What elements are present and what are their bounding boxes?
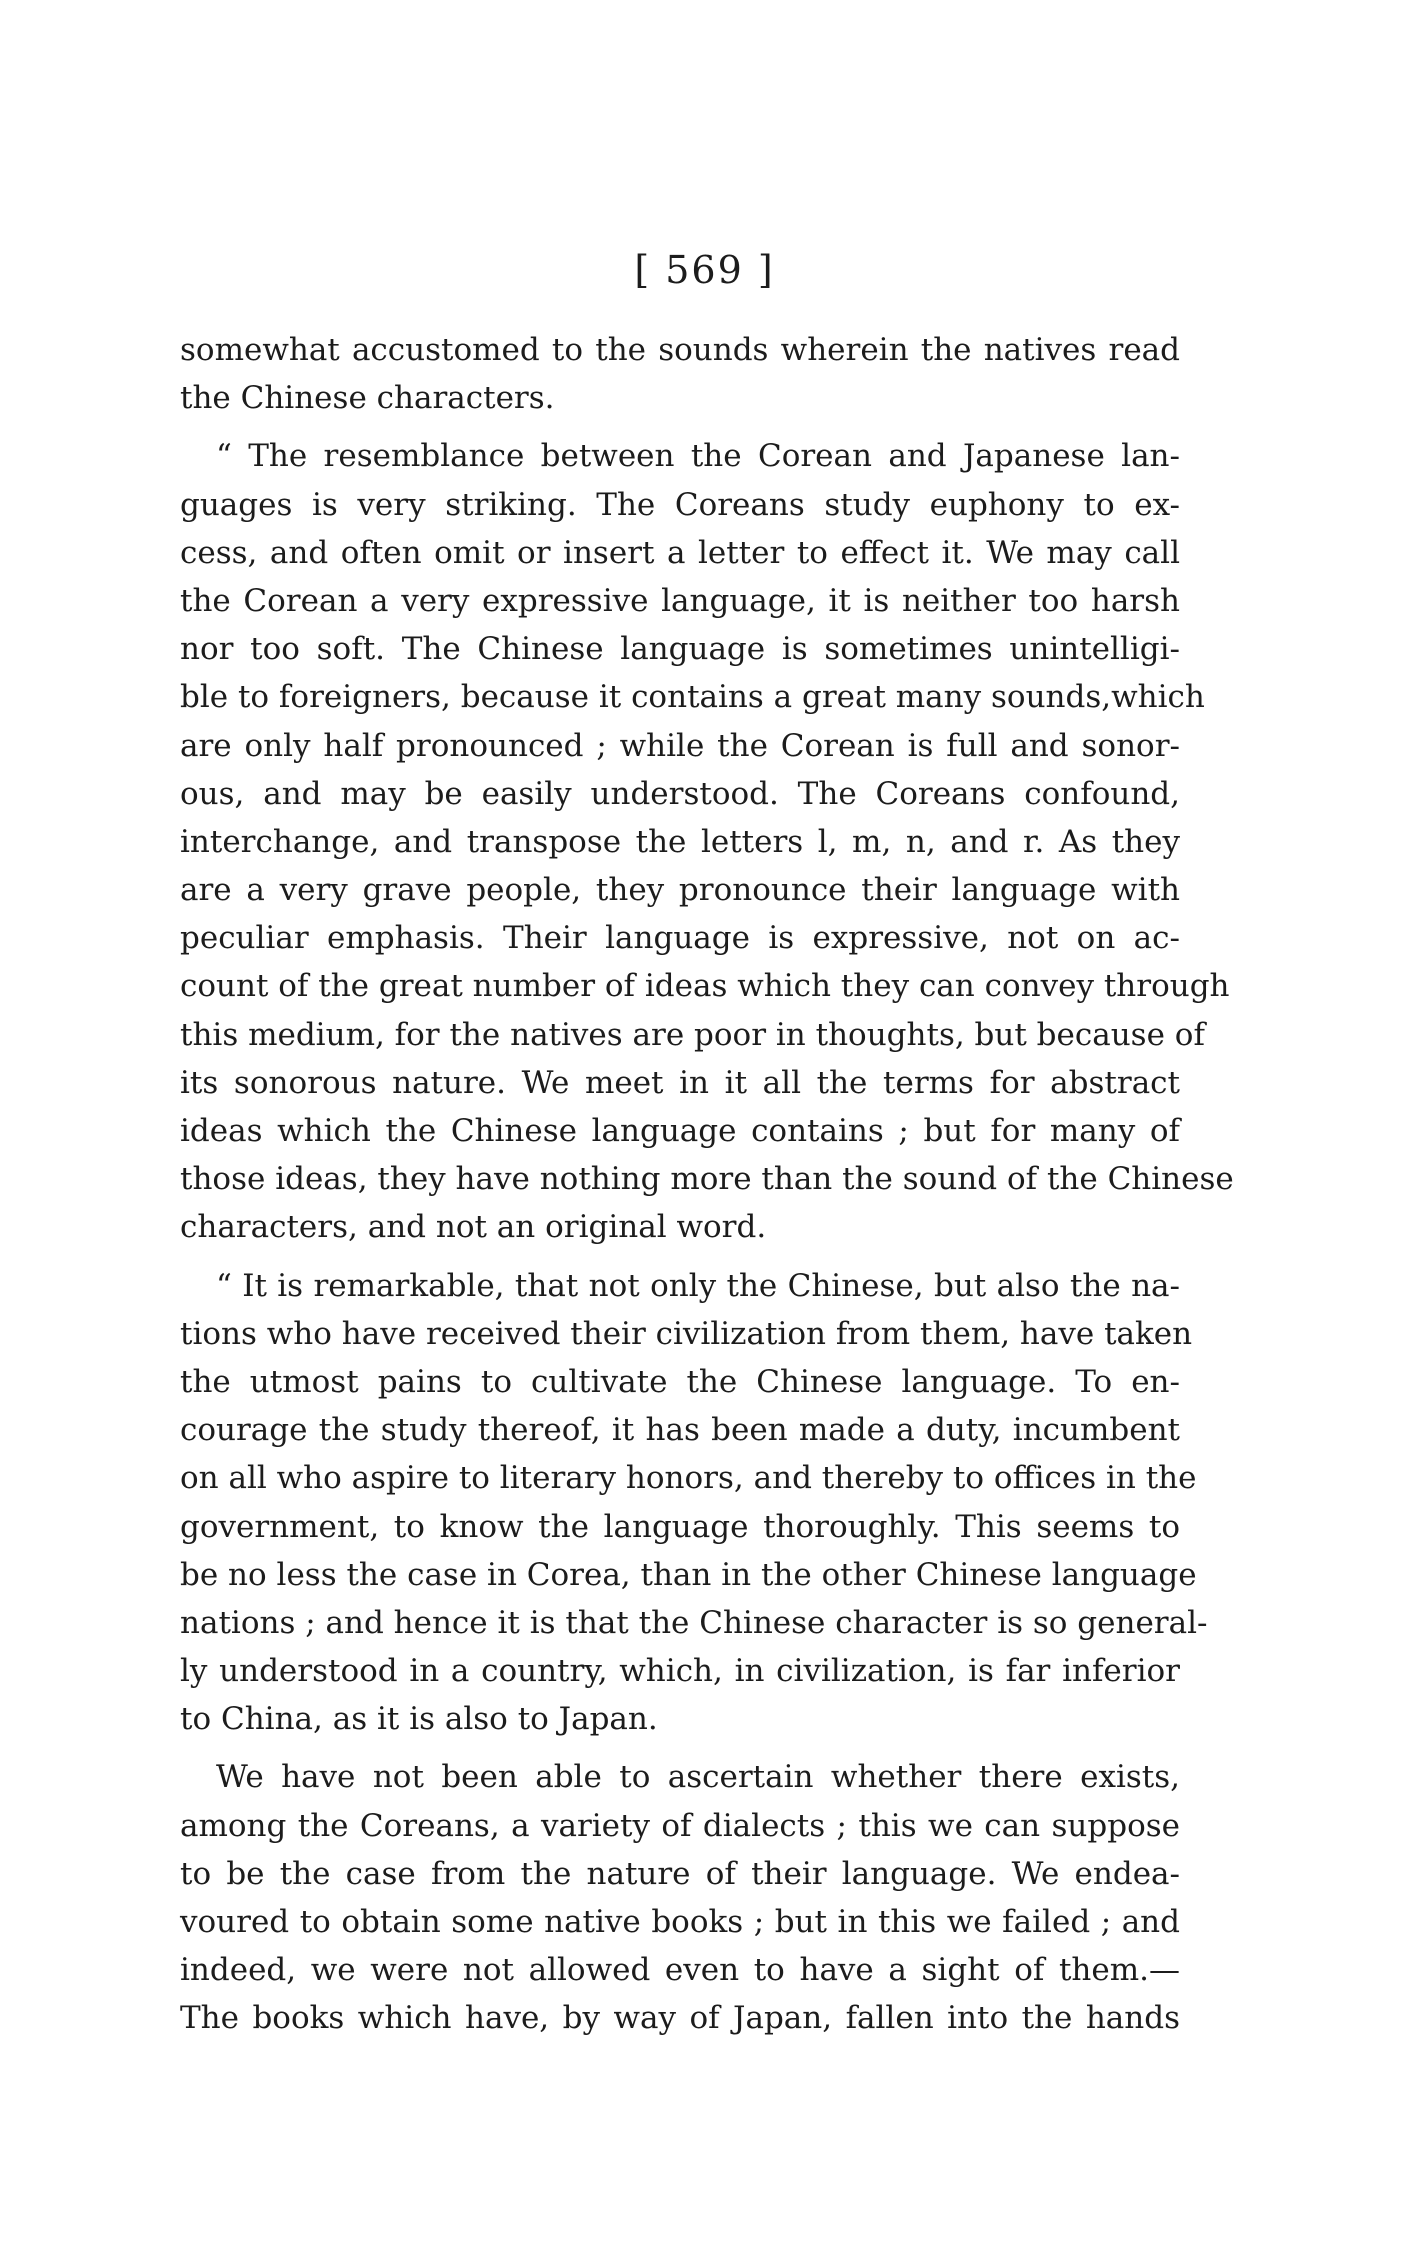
paragraph-continuation [180,326,1180,422]
body-text [180,326,1234,2043]
text-line: on all who aspire to literary honors, and thereby to offices in the [180,1460,1197,1497]
text-line: The books which have, by way of Japan, fallen into the hands [180,2000,1180,2037]
text-line: government, to know the language thoroughly. This seems to [180,1508,1180,1545]
text-line: count of the great number of ideas which they can convey through [180,968,1230,1005]
text-line: ble to foreigners, because it contains a great many sounds,which [180,679,1205,716]
paragraph-corean-language [180,432,1234,1251]
text-line: We have not been able to ascertain whether there exists, [216,1759,1180,1796]
text-line: are a very grave people, they pronounce their language with [180,872,1180,909]
text-line: those ideas, they have nothing more than the sound of the Chinese [180,1161,1234,1198]
text-line: among the Coreans, a variety of dialects ; this we can suppose [180,1807,1180,1844]
text-line: ous, and may be easily understood. The Coreans confound, [180,775,1180,812]
text-line: ly understood in a country, which, in civilization, is far inferior [180,1653,1180,1690]
text-line: this medium, for the natives are poor in thoughts, but because of [180,1016,1205,1053]
text-line: are only half pronounced ; while the Corean is full and sonor- [180,727,1180,764]
text-line: courage the study thereof, it has been made a duty, incumbent [180,1412,1180,1449]
text-line: “ It is remarkable, that not only the Chinese, but also the na- [216,1267,1180,1304]
text-line: characters, and not an original word. [180,1209,767,1246]
text-line: ideas which the Chinese language contains ; but for many of [180,1113,1180,1149]
page-number: [ 569 ] [634,248,775,292]
text-line: interchange, and transpose the letters l, m, n, and r. As they [180,823,1180,860]
text-line: be no less the case in Corea, than in the other Chinese language [180,1556,1197,1593]
text-line: to China, as it is also to Japan. [180,1701,658,1738]
text-line: nor too soft. The Chinese language is sometimes unintelligi- [180,631,1180,668]
text-line: cess, and often omit or insert a letter to effect it. We may call [180,534,1180,571]
text-line: indeed, we were not allowed even to have a sight of them.— [180,1952,1180,1989]
text-line: “ The resemblance between the Corean and Japanese lan- [216,438,1180,475]
text-line: the Chinese characters. [180,380,555,417]
paragraph-dialects-books [180,1753,1180,2042]
text-line: peculiar emphasis. Their language is expressive, not on ac- [180,920,1180,957]
text-line: nations ; and hence it is that the Chinese character is so general- [180,1604,1208,1641]
text-line: its sonorous nature. We meet in it all the terms for abstract [180,1064,1180,1101]
paragraph-chinese-civilization [180,1262,1208,1744]
text-line: the Corean a very expressive language, it is neither too harsh [180,582,1180,619]
text-line: guages is very striking. The Coreans study euphony to ex- [180,486,1180,523]
text-line: voured to obtain some native books ; but in this we failed ; and [180,1904,1180,1940]
text-line: the utmost pains to cultivate the Chinese language. To en- [180,1363,1180,1400]
text-line: to be the case from the nature of their language. We endea- [180,1855,1180,1892]
text-line: somewhat accustomed to the sounds wherein the natives read [180,332,1180,368]
text-line: tions who have received their civilization from them, have taken [180,1315,1193,1352]
